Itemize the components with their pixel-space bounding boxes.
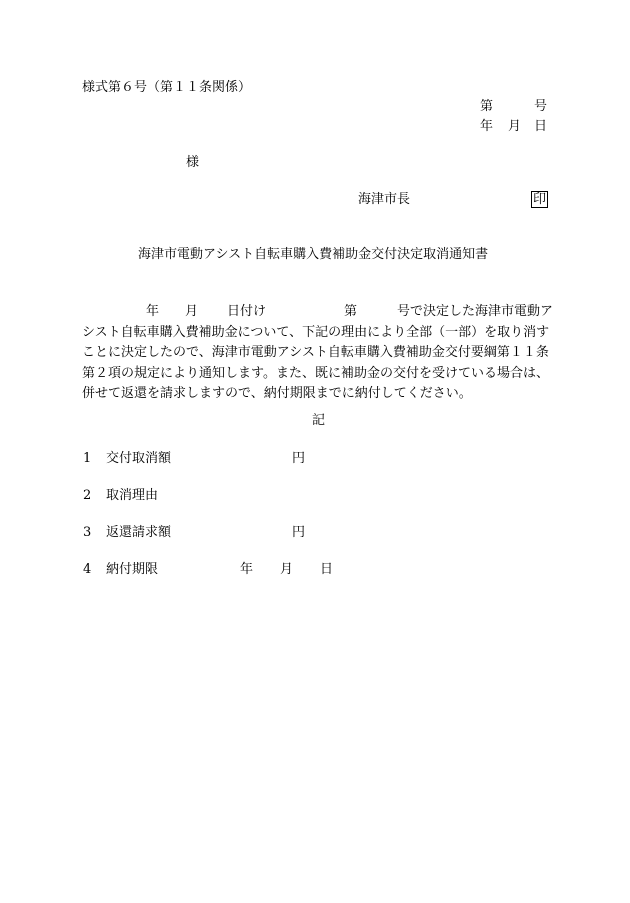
body-line-4: 第２項の規定により通知します。また、既に補助金の交付を受けている場合は、 <box>82 365 549 381</box>
body-line-3: ことに決定したので、海津市電動アシスト自転車購入費補助金交付要綱第１１条 <box>82 345 549 360</box>
item-4-label: 納付期限 <box>106 562 159 577</box>
item-4-number: 4 <box>83 562 92 577</box>
ki-heading: 記 <box>312 413 326 428</box>
doc-number-go: 号 <box>534 99 548 114</box>
item-2-label: 取消理由 <box>106 488 159 503</box>
item-4-month: 月 <box>280 562 294 577</box>
date-year: 年 <box>480 119 494 134</box>
body-dai: 第 <box>344 304 358 319</box>
body-dated: 日付け <box>227 304 267 319</box>
body-paragraph <box>82 302 554 405</box>
body-line-1 <box>82 302 554 323</box>
issuer-name: 海津市長 <box>358 192 411 207</box>
doc-number-dai: 第 <box>480 99 494 114</box>
seal-mark <box>531 191 548 208</box>
body-year: 年 <box>146 304 160 319</box>
form-number: 様式第６号（第１１条関係） <box>82 80 252 95</box>
body-line-1-rest: 号で決定した海津市電動ア <box>397 304 554 319</box>
document-title: 海津市電動アシスト自転車購入費補助金交付決定取消通知書 <box>138 247 489 262</box>
body-line-2: シスト自転車購入費補助金について、下記の理由により全部（一部）を取り消す <box>82 324 550 340</box>
date-month: 月 <box>508 119 522 134</box>
item-4-year: 年 <box>240 562 254 577</box>
recipient-suffix: 様 <box>186 155 200 170</box>
body-month: 月 <box>185 304 199 319</box>
seal-icon: 印 <box>533 192 547 207</box>
item-4-day: 日 <box>320 562 334 577</box>
item-1-unit: 円 <box>292 451 306 466</box>
item-3-number: 3 <box>83 525 92 540</box>
date-day: 日 <box>534 119 548 134</box>
body-line-5: 併せて返還を請求しますので、納付期限までに納付してください。 <box>82 386 472 401</box>
item-1-label: 交付取消額 <box>106 451 172 466</box>
item-3-label: 返還請求額 <box>106 525 172 540</box>
item-1-number: 1 <box>83 451 92 466</box>
item-2-number: 2 <box>83 488 92 503</box>
item-3-unit: 円 <box>292 525 306 540</box>
